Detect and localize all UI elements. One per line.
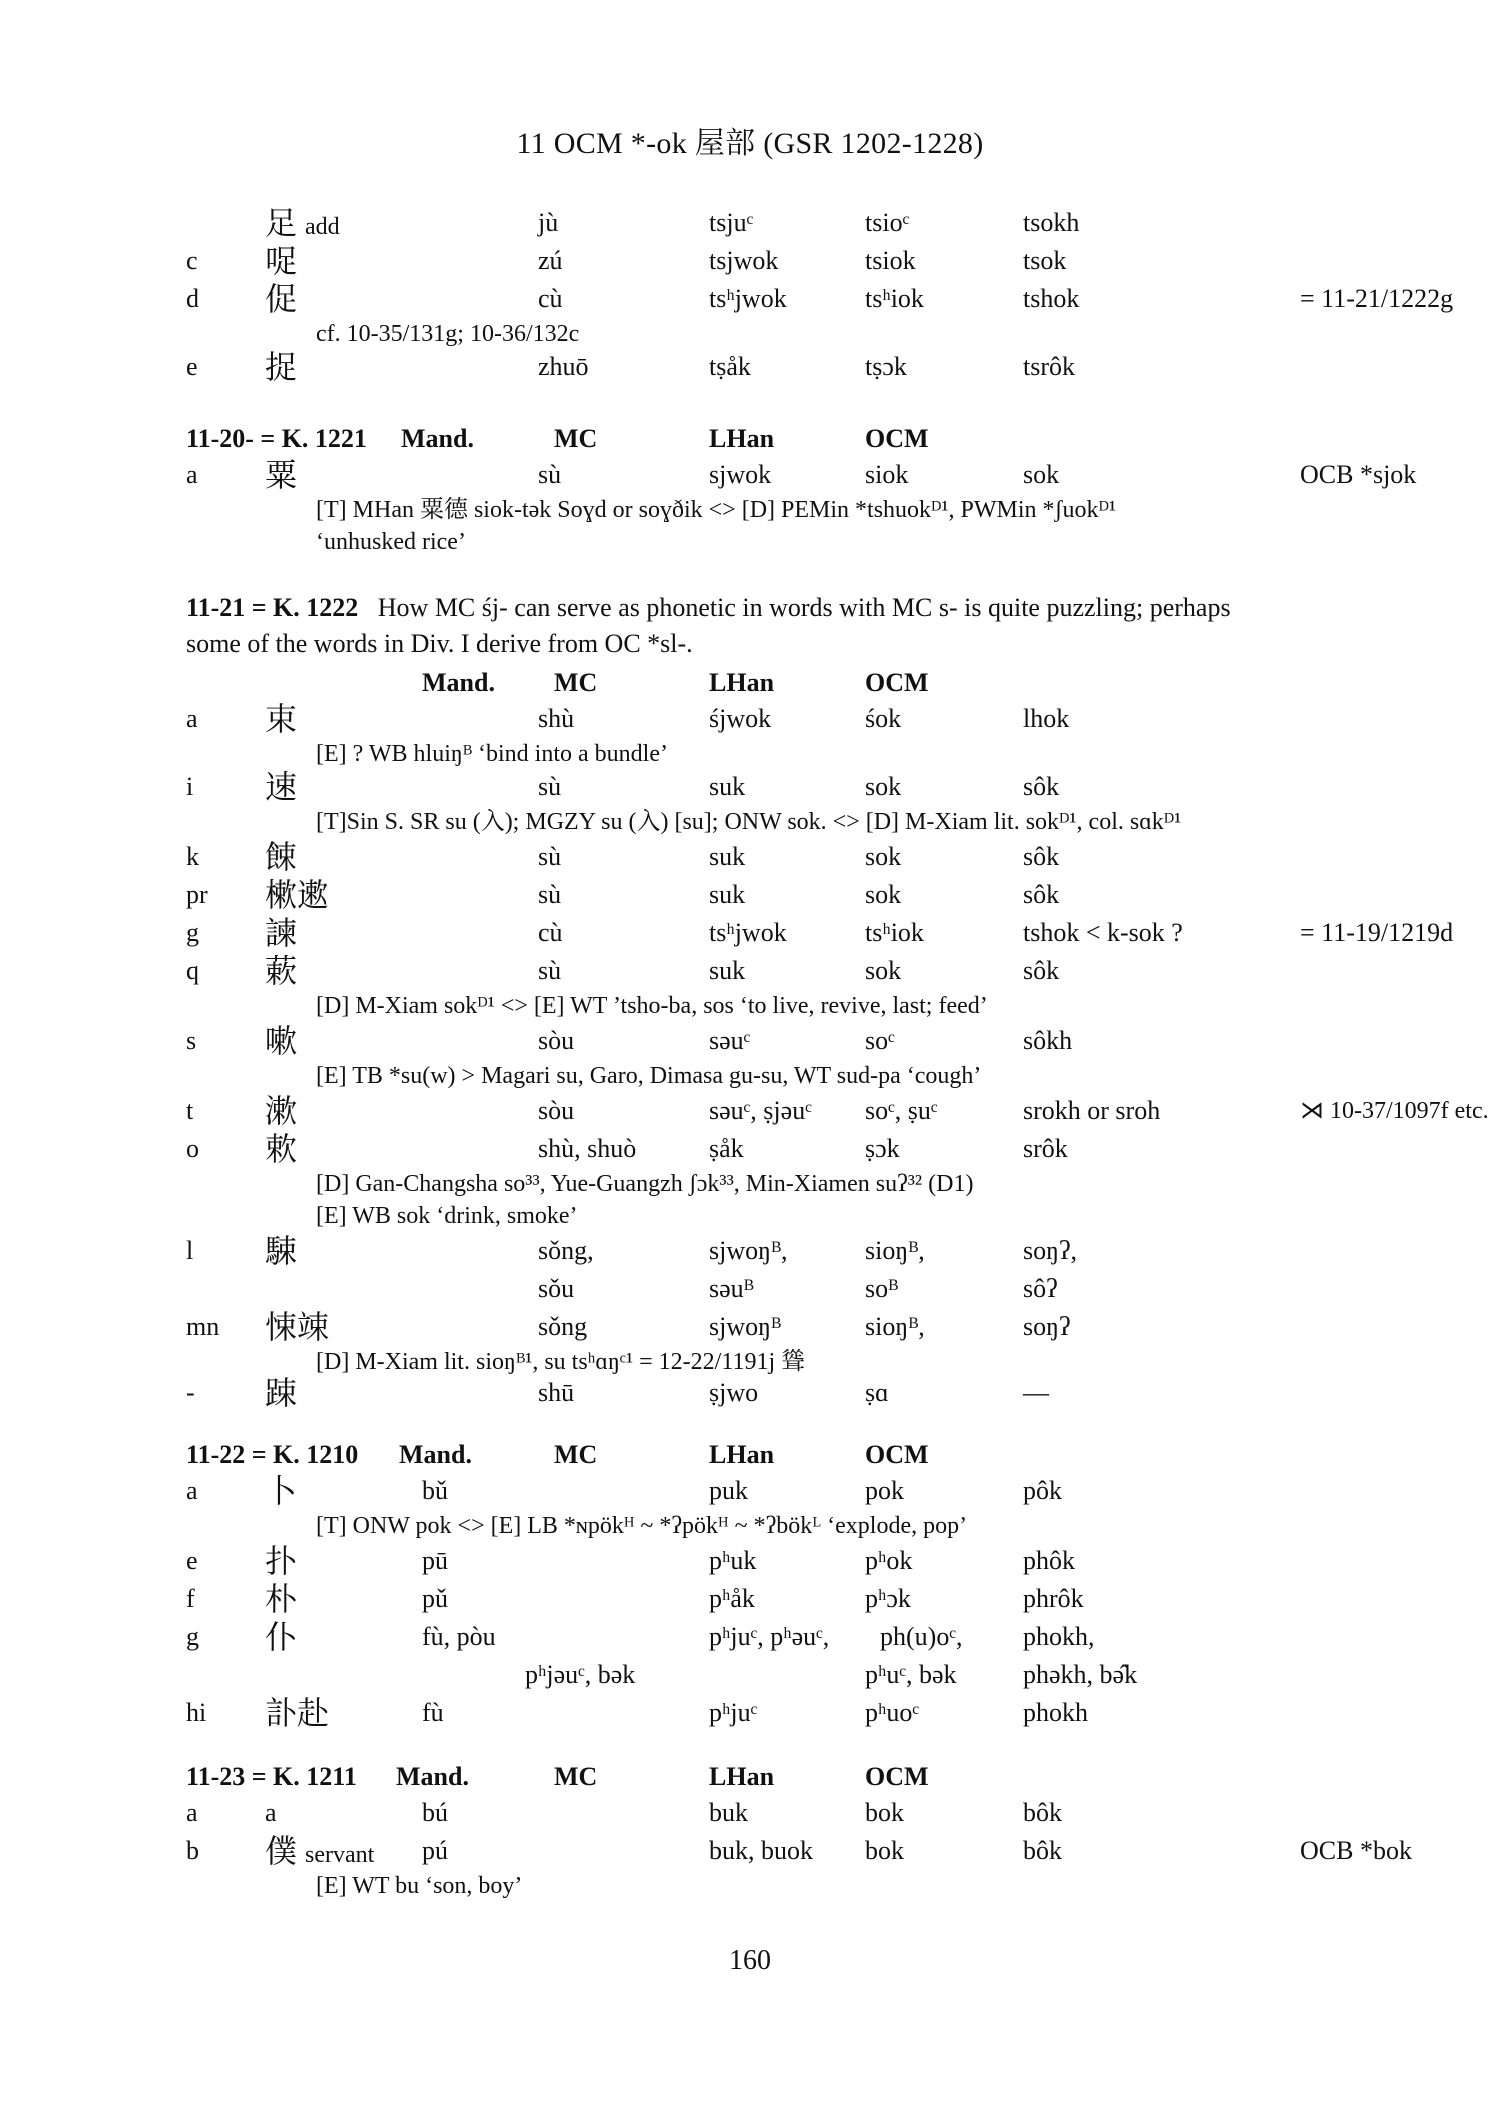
entry-note: [D] Gan-Changsha so³³, Yue-Guangzh ʃɔk³³, Min-Xiamen suʔ³² (D1) [316,1171,974,1197]
entry-note: [E] TB *su(w) > Magari su, Garo, Dimasa gu-su, WT sud-pa ‘cough’ [316,1063,982,1089]
ocm-reading: tshok < k-sok ? [1023,918,1183,947]
entry-id: a [186,460,198,489]
col-header-mc: MC [554,1440,598,1469]
mc-reading: pʰjəuᶜ, bək [525,1660,636,1689]
mc-reading: ṣåk [709,1134,744,1163]
cross-reference: = 11-19/1219d [1300,918,1454,947]
mc-reading: səuᶜ, ṣjəuᶜ [709,1096,812,1125]
entry-char: 捉 [265,349,298,385]
entry-id: f [186,1584,195,1613]
mand-reading: pǔ [422,1584,448,1613]
lhan-reading: ṣɔk [865,1134,900,1163]
col-header-lhan: LHan [709,668,775,697]
cross-reference: = 11-21/1222g [1300,284,1454,313]
entry-id: mn [186,1312,220,1341]
mc-reading: səuᶜ [709,1026,751,1055]
entry-id: c [186,246,198,275]
entry-id: a [186,1476,198,1505]
lhan-reading: pok [865,1476,904,1505]
ocm-reading: tshok [1023,284,1080,313]
ocm-reading: sôk [1023,880,1060,909]
mand-reading: shù, shuò [538,1134,637,1163]
entry-char: 漱 [265,1093,298,1129]
entry-char: 樕遬 [265,877,330,913]
section-text: some of the words in Div. I derive from OC *sl-. [186,629,693,658]
col-header-mand: Mand. [399,1440,472,1469]
mand-reading: bú [422,1798,448,1827]
ocm-reading: sôk [1023,772,1060,801]
ocm-reading: soŋʔ, [1023,1236,1078,1265]
mand-reading: fù, pòu [422,1622,496,1651]
lhan-reading: sok [865,772,902,801]
col-header-mand: Mand. [396,1762,469,1791]
entry-id: s [186,1026,197,1055]
ocm-reading: tsrôk [1023,352,1075,381]
entry-char: a [265,1798,277,1827]
mc-reading: śjwok [709,704,772,733]
entry-id: d [186,284,199,313]
entry-id: l [186,1236,194,1265]
entry-id: - [186,1378,195,1407]
mc-reading: tsjuᶜ [709,208,754,237]
ocm-reading: tsok [1023,246,1067,275]
lhan-reading: tsʰiok [865,284,924,313]
entry-id: a [186,704,198,733]
lhan-reading: soᶜ, ṣuᶜ [865,1096,938,1125]
lhan-reading: ph(u)oᶜ, [880,1622,963,1651]
lhan-reading: ṣɑ [865,1378,889,1407]
lhan-reading: tṣɔk [865,352,907,381]
mand-reading: shù [538,704,575,733]
entry-char: 朴 [265,1581,298,1617]
entry-note: [E] WB sok ‘drink, smoke’ [316,1203,578,1229]
mand-reading: pū [422,1546,448,1575]
ocm-reading: srôk [1023,1134,1068,1163]
mc-reading: buk [709,1798,748,1827]
section-intro-11-21 [186,590,1316,662]
lhan-reading: pʰuᶜ, bək [865,1660,957,1689]
mc-reading: suk [709,772,746,801]
mand-reading: sòu [538,1096,575,1125]
mand-reading: sù [538,880,562,909]
col-header-mc: MC [554,424,598,453]
entry-note: [T] MHan 粟德 siok-tək Soɣd or soɣðik <> [D] PEMin *tshuokᴰ¹, PWMin *ʃuokᴰ¹ [316,497,1117,523]
lhan-reading: sok [865,956,902,985]
lhan-reading: bok [865,1836,904,1865]
entry-char: 足 add [265,205,340,241]
entry-id: hi [186,1698,207,1727]
entry-char: 蔌 [265,953,298,989]
section-number: 11-21 = K. 1222 [186,593,359,622]
mc-reading: tsʰjwok [709,918,787,947]
entry-id: i [186,772,194,801]
ocm-reading: phokh [1023,1698,1088,1727]
lhan-reading: pʰɔk [865,1584,911,1613]
ocm-reading: tsokh [1023,208,1080,237]
ocm-reading: phôk [1023,1546,1075,1575]
mc-reading: sjwok [709,460,772,489]
lhan-reading: pʰuoᶜ [865,1698,920,1727]
ocm-reading: sôk [1023,842,1060,871]
mand-reading: sǒu [538,1274,575,1303]
mand-reading: jù [538,208,559,237]
lhan-reading: sioŋᴮ, [865,1236,925,1265]
col-header-lhan: LHan [709,1762,775,1791]
col-header-mc: MC [554,668,598,697]
ocm-reading: sôkh [1023,1026,1073,1055]
ocm-reading: pôk [1023,1476,1062,1505]
mand-reading: fù [422,1698,444,1727]
entry-char: 僕 servant [265,1833,375,1869]
entry-char: 訃赴 [265,1695,330,1731]
entry-note: [E] WT bu ‘son, boy’ [316,1873,523,1899]
entry-char: 餗 [265,839,298,875]
mc-reading: pʰjuᶜ, pʰəuᶜ, [709,1622,830,1651]
entry-char: 諫 [265,915,298,951]
entry-char: 踈 [265,1375,298,1411]
mc-reading: suk [709,956,746,985]
entry-id: q [186,956,199,985]
mand-reading: shū [538,1378,575,1407]
mc-reading: tsjwok [709,246,779,275]
ocm-reading: soŋʔ [1023,1312,1071,1341]
entry-char: 悚竦 [265,1309,330,1345]
lhan-reading: tsioᶜ [865,208,910,237]
cross-reference: ⋊ 10-37/1097f etc. [1300,1098,1489,1124]
section-text: How MC śj- can serve as phonetic in words with MC s- is quite puzzling; perhaps [377,593,1231,622]
mand-reading: sòu [538,1026,575,1055]
entry-char: 速 [265,769,298,805]
entry-id: a [186,1798,198,1827]
section-number: 11-20- = K. 1221 [186,424,367,453]
mc-reading: sjwoŋᴮ [709,1312,782,1341]
mc-reading: tsʰjwok [709,284,787,313]
col-header-mand: Mand. [422,668,495,697]
running-header: 11 OCM *-ok 屋部 (GSR 1202-1228) [516,127,984,160]
cross-reference: OCB *bok [1300,1836,1412,1865]
entry-id: t [186,1096,194,1125]
lhan-reading: pʰok [865,1546,913,1575]
entry-id: b [186,1836,199,1865]
ocm-reading: phəkh, bə̂k [1023,1660,1138,1689]
entry-id: k [186,842,199,871]
entry-char: 仆 [265,1619,298,1655]
col-header-mc: MC [554,1762,598,1791]
entry-char: 卜 [265,1473,298,1509]
mc-reading: ṣjwo [709,1378,759,1407]
mand-reading: bǔ [422,1476,448,1505]
mand-reading: sù [538,842,562,871]
entry-note: ‘unhusked rice’ [316,529,466,555]
entry-id: e [186,1546,198,1575]
entry-note: [T]Sin S. SR su (入); MGZY su (入) [su]; ONW sok. <> [D] M-Xiam lit. sokᴰ¹, col. sɑkᴰ¹ [316,809,1182,835]
ocm-reading: sôk [1023,956,1060,985]
lhan-reading: tsiok [865,246,916,275]
col-header-ocm: OCM [865,1762,929,1791]
entry-note: [D] M-Xiam sokᴰ¹ <> [E] WT ’tsho-ba, sos ‘to live, revive, last; feed’ [316,993,988,1019]
mc-reading: puk [709,1476,748,1505]
mc-reading: suk [709,842,746,871]
section-number: 11-22 = K. 1210 [186,1440,359,1469]
col-header-ocm: OCM [865,668,929,697]
entry-char: 扑 [265,1543,298,1579]
entry-char: 束 [265,701,298,737]
lhan-reading: soᶜ [865,1026,895,1055]
mand-reading: cù [538,284,563,313]
mc-reading: buk, buok [709,1836,813,1865]
mand-reading: cù [538,918,563,947]
ocm-reading: srokh or sroh [1023,1096,1161,1125]
mand-reading: zhuō [538,352,589,381]
mc-reading: sjwoŋᴮ, [709,1236,788,1265]
mand-reading: sǒng [538,1312,588,1341]
entry-char: 促 [265,281,298,317]
mc-reading: səuᴮ [709,1274,754,1303]
lhan-reading: bok [865,1798,904,1827]
mand-reading: sù [538,460,562,489]
mand-reading: sǒng, [538,1236,594,1265]
lhan-reading: sok [865,880,902,909]
entry-char: 駷 [265,1233,298,1269]
page-number: 160 [729,1945,771,1976]
entry-char: 哫 [265,243,298,279]
col-header-ocm: OCM [865,424,929,453]
mand-reading: zú [538,246,563,275]
mc-reading: suk [709,880,746,909]
col-header-mand: Mand. [401,424,474,453]
col-header-lhan: LHan [709,1440,775,1469]
lhan-reading: sok [865,842,902,871]
ocm-reading: sok [1023,460,1060,489]
col-header-ocm: OCM [865,1440,929,1469]
col-header-lhan: LHan [709,424,775,453]
entry-note: cf. 10-35/131g; 10-36/132c [316,321,580,347]
mand-reading: sù [538,956,562,985]
lhan-reading: siok [865,460,909,489]
ocm-reading: lhok [1023,704,1070,733]
ocm-reading: — [1023,1378,1049,1407]
mand-reading: pú [422,1836,448,1865]
entry-char: 欶 [265,1131,298,1167]
lhan-reading: sioŋᴮ, [865,1312,925,1341]
ocm-reading: bôk [1023,1798,1062,1827]
ocm-reading: phokh, [1023,1622,1095,1651]
entry-id: pr [186,880,208,909]
entry-id: e [186,352,198,381]
entry-note: [D] M-Xiam lit. sioŋᴮ¹, su tsʰɑŋᶜ¹ = 12-22/1191j 聳 [316,1349,806,1375]
lhan-reading: soᴮ [865,1274,899,1303]
mc-reading: pʰuk [709,1546,757,1575]
cross-reference: OCB *sjok [1300,460,1417,489]
lhan-reading: tsʰiok [865,918,924,947]
mc-reading: tṣåk [709,352,751,381]
entry-char: 粟 [265,457,298,493]
entry-id: g [186,1622,199,1651]
ocm-reading: bôk [1023,1836,1062,1865]
ocm-reading: phrôk [1023,1584,1084,1613]
entry-note: [E] ? WB hluiŋᴮ ‘bind into a bundle’ [316,741,668,767]
mc-reading: pʰåk [709,1584,755,1613]
mc-reading: pʰjuᶜ [709,1698,758,1727]
entry-id: o [186,1134,199,1163]
entry-char: 嗽 [265,1023,298,1059]
lhan-reading: śok [865,704,902,733]
entry-id: g [186,918,199,947]
section-number: 11-23 = K. 1211 [186,1762,357,1791]
entry-note: [T] ONW pok <> [E] LB *ɴpökᴴ ~ *ʔpökᴴ ~ *ʔbökᴸ ‘explode, pop’ [316,1513,968,1539]
mand-reading: sù [538,772,562,801]
ocm-reading: sôʔ [1023,1274,1058,1303]
